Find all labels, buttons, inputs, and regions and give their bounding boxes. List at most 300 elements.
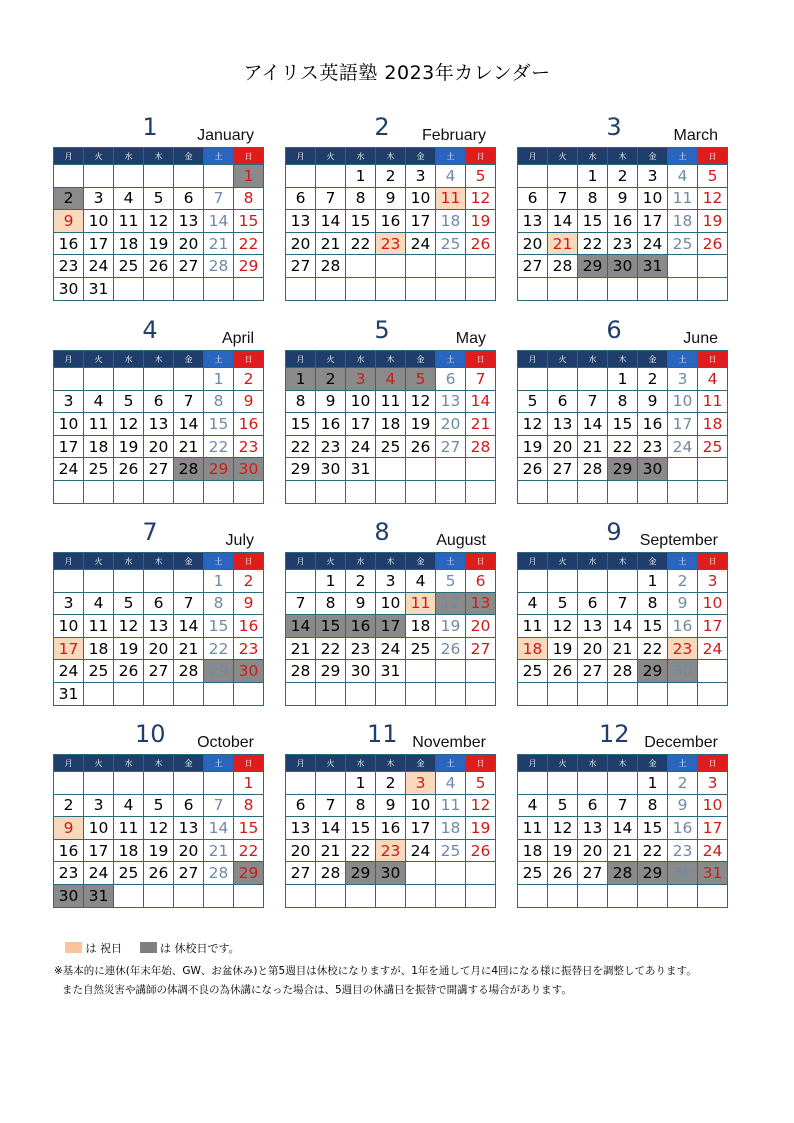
day-cell: 26 [548, 660, 578, 683]
day-cell: 15 [204, 413, 234, 436]
week-row [286, 165, 496, 188]
day-cell [518, 165, 548, 188]
week-row [54, 277, 264, 300]
day-cell: 12 [114, 615, 144, 638]
day-cell: 28 [286, 660, 316, 683]
day-cell [84, 368, 114, 391]
day-cell [698, 884, 728, 907]
month-4 [53, 316, 259, 504]
day-cell: 14 [608, 615, 638, 638]
day-cell: 5 [698, 165, 728, 188]
week-row [518, 413, 728, 436]
day-cell: 1 [638, 570, 668, 593]
day-cell: 23 [668, 839, 698, 862]
month-header [53, 520, 256, 552]
legend [65, 940, 240, 956]
month-5 [285, 316, 491, 504]
weekday-header: 火 [548, 755, 578, 772]
weekday-header: 日 [466, 351, 496, 368]
day-cell: 18 [376, 413, 406, 436]
day-cell: 24 [54, 458, 84, 481]
day-cell: 6 [548, 390, 578, 413]
week-row [286, 637, 496, 660]
weekday-header: 土 [204, 553, 234, 570]
day-cell: 7 [174, 390, 204, 413]
day-cell: 21 [466, 413, 496, 436]
day-cell: 13 [518, 210, 548, 233]
day-cell: 24 [698, 839, 728, 862]
day-cell: 6 [286, 187, 316, 210]
day-cell [234, 884, 264, 907]
weekday-header: 月 [54, 351, 84, 368]
day-cell [608, 682, 638, 705]
weekday-header: 火 [316, 148, 346, 165]
day-cell: 16 [346, 615, 376, 638]
day-cell: 11 [84, 615, 114, 638]
day-cell: 17 [698, 615, 728, 638]
week-row [54, 682, 264, 705]
day-cell: 26 [698, 232, 728, 255]
day-cell [144, 277, 174, 300]
weekday-header: 金 [406, 148, 436, 165]
day-cell [466, 884, 496, 907]
day-cell [608, 772, 638, 795]
day-cell [668, 480, 698, 503]
day-cell: 22 [346, 232, 376, 255]
day-cell: 18 [114, 839, 144, 862]
day-cell: 2 [316, 368, 346, 391]
day-cell: 14 [316, 817, 346, 840]
day-cell: 29 [608, 458, 638, 481]
day-cell: 15 [204, 615, 234, 638]
day-cell: 23 [638, 435, 668, 458]
day-cell: 2 [668, 570, 698, 593]
month-header [517, 520, 720, 552]
month-name: October [197, 734, 254, 751]
day-cell: 5 [406, 368, 436, 391]
day-cell [698, 682, 728, 705]
day-cell: 22 [234, 232, 264, 255]
weekday-header: 土 [668, 755, 698, 772]
day-cell: 7 [204, 187, 234, 210]
day-cell: 21 [204, 232, 234, 255]
month-header [517, 115, 720, 147]
week-row [518, 390, 728, 413]
day-cell [174, 368, 204, 391]
month-number: 6 [606, 316, 622, 344]
day-cell: 31 [346, 458, 376, 481]
day-cell: 15 [638, 817, 668, 840]
day-cell [668, 458, 698, 481]
weekday-header: 火 [84, 148, 114, 165]
day-cell: 16 [608, 210, 638, 233]
weekday-header: 月 [286, 553, 316, 570]
day-cell [234, 480, 264, 503]
day-cell: 17 [406, 817, 436, 840]
week-row [518, 570, 728, 593]
day-cell: 8 [578, 187, 608, 210]
day-cell: 11 [518, 817, 548, 840]
day-cell: 21 [174, 637, 204, 660]
day-cell [578, 772, 608, 795]
day-cell: 22 [204, 637, 234, 660]
day-cell [436, 682, 466, 705]
day-cell: 8 [204, 390, 234, 413]
weekday-header: 金 [174, 351, 204, 368]
week-row [54, 884, 264, 907]
week-row [54, 862, 264, 885]
day-cell: 20 [144, 637, 174, 660]
day-cell: 12 [548, 615, 578, 638]
day-cell [114, 570, 144, 593]
day-cell: 21 [608, 637, 638, 660]
day-cell: 8 [316, 592, 346, 615]
month-table [53, 754, 264, 908]
weekday-header: 木 [608, 553, 638, 570]
week-row [286, 862, 496, 885]
week-row [286, 682, 496, 705]
weekday-header: 金 [174, 755, 204, 772]
day-cell: 18 [668, 210, 698, 233]
day-cell: 24 [84, 862, 114, 885]
day-cell: 14 [608, 817, 638, 840]
day-cell [406, 862, 436, 885]
day-cell: 5 [144, 794, 174, 817]
weekday-header: 日 [466, 553, 496, 570]
day-cell: 9 [376, 794, 406, 817]
month-table [517, 552, 728, 706]
month-10 [53, 720, 259, 908]
day-cell: 3 [698, 772, 728, 795]
day-cell [406, 277, 436, 300]
day-cell [174, 277, 204, 300]
day-cell: 3 [406, 165, 436, 188]
holiday-swatch [65, 942, 82, 953]
day-cell: 7 [608, 794, 638, 817]
day-cell: 31 [84, 277, 114, 300]
weekday-header: 水 [346, 553, 376, 570]
day-cell [578, 277, 608, 300]
day-cell: 28 [174, 458, 204, 481]
day-cell: 13 [286, 817, 316, 840]
day-cell: 11 [436, 187, 466, 210]
weekday-header: 水 [346, 351, 376, 368]
month-name: June [683, 330, 718, 347]
day-cell: 18 [698, 413, 728, 436]
weekday-header: 木 [144, 755, 174, 772]
day-cell: 30 [346, 660, 376, 683]
week-row [286, 390, 496, 413]
day-cell: 3 [54, 592, 84, 615]
week-row [518, 480, 728, 503]
day-cell: 27 [578, 660, 608, 683]
day-cell: 2 [234, 570, 264, 593]
weekday-header: 水 [346, 755, 376, 772]
day-cell: 18 [114, 232, 144, 255]
day-cell: 30 [54, 277, 84, 300]
weekday-header: 木 [144, 148, 174, 165]
day-cell: 18 [84, 637, 114, 660]
day-cell: 27 [518, 255, 548, 278]
weekday-header: 金 [174, 148, 204, 165]
day-cell: 25 [698, 435, 728, 458]
day-cell: 24 [346, 435, 376, 458]
day-cell: 20 [174, 232, 204, 255]
day-cell: 15 [234, 210, 264, 233]
day-cell: 4 [114, 794, 144, 817]
day-cell [234, 682, 264, 705]
day-cell: 27 [286, 862, 316, 885]
day-cell: 13 [286, 210, 316, 233]
day-cell: 10 [638, 187, 668, 210]
day-cell: 24 [84, 255, 114, 278]
day-cell [316, 884, 346, 907]
weekday-header: 土 [436, 351, 466, 368]
day-cell: 10 [54, 615, 84, 638]
week-row [54, 615, 264, 638]
day-cell [548, 682, 578, 705]
day-cell: 12 [466, 187, 496, 210]
day-cell: 20 [144, 435, 174, 458]
day-cell [578, 368, 608, 391]
month-number: 9 [606, 518, 622, 546]
day-cell: 10 [54, 413, 84, 436]
day-cell: 21 [316, 232, 346, 255]
month-number: 1 [142, 113, 158, 141]
note-line-1: ※基本的に連休(年末年始、GW、お盆休み)と第5週目は休校になりますが、1年を通して月に4回になる様に振替日を調整してあります。 [54, 965, 697, 977]
weekday-header: 日 [698, 148, 728, 165]
day-cell: 5 [548, 592, 578, 615]
month-table [285, 754, 496, 908]
day-cell: 29 [638, 862, 668, 885]
day-cell: 6 [466, 570, 496, 593]
day-cell: 27 [144, 458, 174, 481]
day-cell: 19 [698, 210, 728, 233]
day-cell: 16 [54, 839, 84, 862]
month-9 [517, 518, 723, 706]
day-cell: 28 [204, 255, 234, 278]
day-cell: 30 [376, 862, 406, 885]
day-cell: 29 [638, 660, 668, 683]
weekday-header: 金 [406, 553, 436, 570]
day-cell: 8 [286, 390, 316, 413]
day-cell [204, 772, 234, 795]
day-cell: 1 [234, 165, 264, 188]
day-cell: 2 [608, 165, 638, 188]
weekday-header: 木 [144, 553, 174, 570]
day-cell [114, 165, 144, 188]
day-cell [548, 368, 578, 391]
week-row [286, 592, 496, 615]
week-row [286, 187, 496, 210]
day-cell: 24 [698, 637, 728, 660]
day-cell: 4 [518, 794, 548, 817]
month-name: December [644, 734, 718, 751]
week-row [286, 413, 496, 436]
day-cell: 25 [436, 232, 466, 255]
day-cell: 21 [316, 839, 346, 862]
day-cell: 10 [698, 794, 728, 817]
day-cell [518, 368, 548, 391]
weekday-header: 月 [286, 148, 316, 165]
day-cell: 19 [144, 839, 174, 862]
weekday-header: 水 [346, 148, 376, 165]
day-cell: 10 [698, 592, 728, 615]
day-cell: 25 [668, 232, 698, 255]
weekday-header: 日 [234, 553, 264, 570]
day-cell [346, 277, 376, 300]
day-cell: 28 [578, 458, 608, 481]
day-cell: 26 [548, 862, 578, 885]
day-cell [608, 480, 638, 503]
day-cell: 9 [638, 390, 668, 413]
weekday-header: 土 [204, 148, 234, 165]
day-cell: 12 [466, 794, 496, 817]
day-cell: 9 [346, 592, 376, 615]
day-cell: 22 [638, 637, 668, 660]
week-row [54, 637, 264, 660]
day-cell [548, 277, 578, 300]
week-row [518, 660, 728, 683]
day-cell [638, 884, 668, 907]
day-cell: 23 [376, 839, 406, 862]
week-row [518, 615, 728, 638]
month-2 [285, 113, 491, 301]
day-cell: 2 [638, 368, 668, 391]
week-row [54, 413, 264, 436]
day-cell [316, 277, 346, 300]
day-cell [608, 277, 638, 300]
day-cell: 6 [174, 794, 204, 817]
weekday-header: 日 [466, 148, 496, 165]
day-cell [668, 884, 698, 907]
weekday-header: 火 [84, 755, 114, 772]
day-cell: 4 [84, 592, 114, 615]
day-cell [174, 480, 204, 503]
day-cell [518, 884, 548, 907]
day-cell [698, 660, 728, 683]
day-cell: 27 [548, 458, 578, 481]
day-cell [174, 165, 204, 188]
day-cell: 19 [144, 232, 174, 255]
weekday-header: 月 [518, 755, 548, 772]
closed-legend-label: は 休校日です。 [160, 942, 240, 955]
day-cell: 29 [316, 660, 346, 683]
day-cell: 3 [376, 570, 406, 593]
week-row [286, 570, 496, 593]
day-cell [54, 480, 84, 503]
weekday-header: 木 [608, 351, 638, 368]
weekday-header: 火 [316, 553, 346, 570]
week-row [54, 368, 264, 391]
week-row [54, 794, 264, 817]
day-cell: 24 [54, 660, 84, 683]
week-row [286, 772, 496, 795]
day-cell: 4 [436, 165, 466, 188]
day-cell: 13 [174, 210, 204, 233]
day-cell: 28 [608, 660, 638, 683]
day-cell: 22 [608, 435, 638, 458]
day-cell: 21 [204, 839, 234, 862]
day-cell: 27 [578, 862, 608, 885]
month-number: 7 [142, 518, 158, 546]
day-cell: 30 [234, 660, 264, 683]
day-cell: 11 [84, 413, 114, 436]
day-cell: 31 [376, 660, 406, 683]
day-cell: 26 [466, 839, 496, 862]
weekday-header: 土 [436, 755, 466, 772]
day-cell: 8 [234, 187, 264, 210]
day-cell: 13 [436, 390, 466, 413]
day-cell: 9 [376, 187, 406, 210]
day-cell: 23 [376, 232, 406, 255]
month-table [517, 147, 728, 301]
day-cell [548, 772, 578, 795]
month-number: 12 [599, 720, 630, 748]
day-cell: 19 [466, 210, 496, 233]
day-cell: 6 [144, 390, 174, 413]
day-cell: 26 [466, 232, 496, 255]
day-cell: 8 [204, 592, 234, 615]
day-cell [54, 165, 84, 188]
day-cell: 9 [316, 390, 346, 413]
week-row [286, 368, 496, 391]
day-cell: 25 [436, 839, 466, 862]
day-cell: 19 [518, 435, 548, 458]
day-cell [286, 570, 316, 593]
month-table [53, 350, 264, 504]
day-cell [406, 682, 436, 705]
day-cell [698, 458, 728, 481]
day-cell: 10 [346, 390, 376, 413]
weekday-header: 火 [548, 553, 578, 570]
day-cell [436, 255, 466, 278]
week-row [518, 794, 728, 817]
day-cell: 15 [346, 817, 376, 840]
month-header [53, 722, 256, 754]
day-cell: 1 [578, 165, 608, 188]
day-cell: 1 [638, 772, 668, 795]
day-cell: 21 [578, 435, 608, 458]
month-header [285, 115, 488, 147]
day-cell [174, 682, 204, 705]
week-row [518, 458, 728, 481]
day-cell: 30 [668, 862, 698, 885]
day-cell: 15 [638, 615, 668, 638]
day-cell [114, 682, 144, 705]
day-cell: 14 [316, 210, 346, 233]
day-cell [406, 458, 436, 481]
weekday-header: 土 [204, 351, 234, 368]
day-cell: 5 [548, 794, 578, 817]
day-cell: 17 [668, 413, 698, 436]
day-cell: 20 [286, 232, 316, 255]
day-cell [174, 772, 204, 795]
day-cell: 17 [54, 637, 84, 660]
weekday-header: 金 [638, 351, 668, 368]
month-table [285, 552, 496, 706]
day-cell: 22 [286, 435, 316, 458]
week-row [54, 232, 264, 255]
day-cell: 25 [114, 862, 144, 885]
weekday-header: 月 [54, 148, 84, 165]
day-cell [578, 682, 608, 705]
week-row [286, 255, 496, 278]
day-cell: 24 [638, 232, 668, 255]
day-cell: 1 [234, 772, 264, 795]
weekday-header: 土 [436, 148, 466, 165]
day-cell: 8 [638, 592, 668, 615]
